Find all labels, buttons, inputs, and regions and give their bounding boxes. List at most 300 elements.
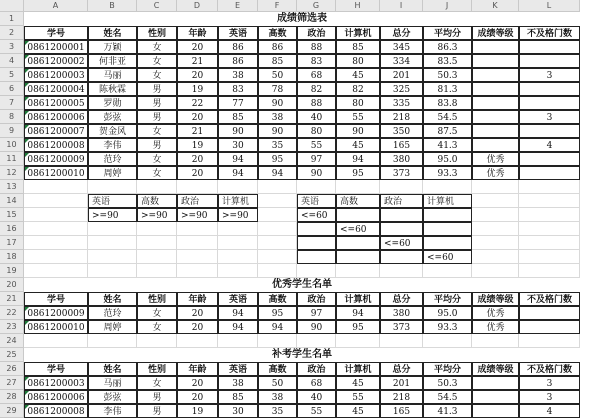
excellent-row-cell[interactable]: 94 <box>258 320 297 334</box>
student-row-cell[interactable]: 350 <box>380 124 423 138</box>
grid-cell[interactable] <box>336 180 380 194</box>
makeup-row-cell[interactable]: 3 <box>519 376 580 390</box>
grid-cell[interactable] <box>218 222 258 236</box>
student-row-cell[interactable]: 83 <box>218 82 258 96</box>
column-header-A[interactable]: A <box>24 0 88 12</box>
student-row-cell[interactable]: 3 <box>519 110 580 124</box>
excellent-row-cell[interactable]: 373 <box>380 320 423 334</box>
grid-cell[interactable] <box>336 334 380 348</box>
student-row-cell[interactable]: 20 <box>177 68 218 82</box>
grid-cell[interactable] <box>137 222 177 236</box>
student-row-cell[interactable]: 0861200003 <box>24 68 88 82</box>
student-row-cell[interactable]: 40 <box>297 110 336 124</box>
student-row-cell[interactable]: 90 <box>336 124 380 138</box>
student-row-cell[interactable]: 97 <box>297 152 336 166</box>
criteria-or-value[interactable]: <=60 <box>380 236 423 250</box>
header-row-cell[interactable]: 平均分 <box>423 26 472 40</box>
row-header-2[interactable]: 2 <box>0 26 24 40</box>
student-row-cell[interactable]: 22 <box>177 96 218 110</box>
makeup-row-cell[interactable]: 50 <box>258 376 297 390</box>
column-header-L[interactable]: L <box>519 0 580 12</box>
student-row-cell[interactable]: 325 <box>380 82 423 96</box>
grid-cell[interactable] <box>137 264 177 278</box>
row-header-25[interactable]: 25 <box>0 348 24 362</box>
grid-cell[interactable] <box>88 236 137 250</box>
makeup-row-cell[interactable]: 41.3 <box>423 404 472 418</box>
grid-cell[interactable] <box>258 222 297 236</box>
header-row-cell[interactable]: 性别 <box>137 362 177 376</box>
student-row-cell[interactable]: 95.0 <box>423 152 472 166</box>
header-row-cell[interactable]: 成绩等级 <box>472 292 519 306</box>
student-row-cell[interactable]: 334 <box>380 54 423 68</box>
row-header-27[interactable]: 27 <box>0 376 24 390</box>
criteria-and-value[interactable]: >=90 <box>137 208 177 222</box>
student-row-cell[interactable]: 50 <box>258 68 297 82</box>
makeup-row-cell[interactable]: 45 <box>336 376 380 390</box>
header-row-cell[interactable]: 学号 <box>24 362 88 376</box>
student-row-cell[interactable]: 女 <box>137 40 177 54</box>
student-row-cell[interactable]: 男 <box>137 138 177 152</box>
student-row-cell[interactable]: 4 <box>519 138 580 152</box>
student-row-cell[interactable] <box>519 82 580 96</box>
student-row-cell[interactable]: 19 <box>177 138 218 152</box>
grid-cell[interactable] <box>519 222 580 236</box>
criteria-or-header[interactable]: 计算机 <box>423 194 472 208</box>
grid-cell[interactable] <box>218 236 258 250</box>
makeup-row-cell[interactable]: 165 <box>380 404 423 418</box>
row-header-17[interactable]: 17 <box>0 236 24 250</box>
excellent-row-cell[interactable]: 20 <box>177 320 218 334</box>
student-row-cell[interactable]: 0861200001 <box>24 40 88 54</box>
excellent-row-cell[interactable]: 95 <box>258 306 297 320</box>
criteria-or-value[interactable]: <=60 <box>423 250 472 264</box>
row-header-8[interactable]: 8 <box>0 110 24 124</box>
student-row-cell[interactable]: 85 <box>336 40 380 54</box>
criteria-and-header[interactable]: 高数 <box>137 194 177 208</box>
row-header-19[interactable]: 19 <box>0 264 24 278</box>
student-row-cell[interactable]: 86.3 <box>423 40 472 54</box>
row-header-16[interactable]: 16 <box>0 222 24 236</box>
row-header-21[interactable]: 21 <box>0 292 24 306</box>
excellent-row-cell[interactable]: 优秀 <box>472 306 519 320</box>
student-row-cell[interactable]: 彭弦 <box>88 110 137 124</box>
header-row-cell[interactable]: 年龄 <box>177 26 218 40</box>
student-row-cell[interactable]: 87.5 <box>423 124 472 138</box>
makeup-row-cell[interactable]: 85 <box>218 390 258 404</box>
header-row-cell[interactable]: 高数 <box>258 26 297 40</box>
grid-cell[interactable] <box>519 194 580 208</box>
student-row-cell[interactable]: 优秀 <box>472 152 519 166</box>
grid-cell[interactable] <box>297 334 336 348</box>
header-row-cell[interactable]: 姓名 <box>88 26 137 40</box>
excellent-row-cell[interactable]: 0861200010 <box>24 320 88 334</box>
criteria-and-value[interactable]: >=90 <box>177 208 218 222</box>
student-row-cell[interactable]: 54.5 <box>423 110 472 124</box>
student-row-cell[interactable]: 93.3 <box>423 166 472 180</box>
makeup-row-cell[interactable]: 54.5 <box>423 390 472 404</box>
student-row-cell[interactable]: 贺金风 <box>88 124 137 138</box>
makeup-row-cell[interactable]: 19 <box>177 404 218 418</box>
student-row-cell[interactable]: 95 <box>258 152 297 166</box>
grid-cell[interactable] <box>88 334 137 348</box>
student-row-cell[interactable]: 男 <box>137 110 177 124</box>
grid-cell[interactable] <box>472 264 519 278</box>
excellent-row-cell[interactable]: 97 <box>297 306 336 320</box>
grid-cell[interactable] <box>336 264 380 278</box>
row-header-9[interactable]: 9 <box>0 124 24 138</box>
student-row-cell[interactable]: 20 <box>177 40 218 54</box>
grid-cell[interactable] <box>24 180 88 194</box>
column-header-G[interactable]: G <box>297 0 336 12</box>
grid-cell[interactable] <box>177 180 218 194</box>
criteria-and-value[interactable]: >=90 <box>218 208 258 222</box>
grid-cell[interactable] <box>258 334 297 348</box>
student-row-cell[interactable]: 82 <box>297 82 336 96</box>
makeup-row-cell[interactable]: 218 <box>380 390 423 404</box>
grid-cell[interactable] <box>472 250 519 264</box>
excellent-row-cell[interactable]: 女 <box>137 320 177 334</box>
header-row-cell[interactable]: 姓名 <box>88 292 137 306</box>
column-header-C[interactable]: C <box>137 0 177 12</box>
criteria-or-value[interactable] <box>423 208 472 222</box>
header-row-cell[interactable]: 政治 <box>297 26 336 40</box>
grid-cell[interactable] <box>423 264 472 278</box>
student-row-cell[interactable]: 38 <box>218 68 258 82</box>
header-row-cell[interactable]: 总分 <box>380 292 423 306</box>
student-row-cell[interactable]: 罗勋 <box>88 96 137 110</box>
excellent-row-cell[interactable]: 93.3 <box>423 320 472 334</box>
student-row-cell[interactable]: 90 <box>297 166 336 180</box>
makeup-row-cell[interactable]: 35 <box>258 404 297 418</box>
student-row-cell[interactable]: 20 <box>177 110 218 124</box>
grid-cell[interactable] <box>177 236 218 250</box>
criteria-or-value[interactable] <box>297 250 336 264</box>
grid-cell[interactable] <box>177 264 218 278</box>
excellent-row-cell[interactable]: 95.0 <box>423 306 472 320</box>
grid-cell[interactable] <box>258 250 297 264</box>
student-row-cell[interactable] <box>519 96 580 110</box>
grid-cell[interactable] <box>258 180 297 194</box>
student-row-cell[interactable]: 女 <box>137 124 177 138</box>
grid-cell[interactable] <box>258 194 297 208</box>
student-row-cell[interactable]: 94 <box>218 152 258 166</box>
header-row-cell[interactable]: 性别 <box>137 292 177 306</box>
student-row-cell[interactable]: 86 <box>218 54 258 68</box>
student-row-cell[interactable]: 男 <box>137 82 177 96</box>
student-row-cell[interactable] <box>519 152 580 166</box>
row-header-18[interactable]: 18 <box>0 250 24 264</box>
grid-cell[interactable] <box>380 180 423 194</box>
column-header-J[interactable]: J <box>423 0 472 12</box>
student-row-cell[interactable]: 21 <box>177 124 218 138</box>
header-row-cell[interactable]: 性别 <box>137 26 177 40</box>
grid-cell[interactable] <box>380 334 423 348</box>
header-row-cell[interactable]: 英语 <box>218 26 258 40</box>
row-header-12[interactable]: 12 <box>0 166 24 180</box>
grid-cell[interactable] <box>137 250 177 264</box>
student-row-cell[interactable]: 81.3 <box>423 82 472 96</box>
criteria-or-header[interactable]: 政治 <box>380 194 423 208</box>
select-all-corner[interactable] <box>0 0 24 12</box>
grid-cell[interactable] <box>472 194 519 208</box>
header-row-cell[interactable]: 政治 <box>297 362 336 376</box>
column-header-I[interactable]: I <box>380 0 423 12</box>
student-row-cell[interactable]: 0861200002 <box>24 54 88 68</box>
student-row-cell[interactable]: 95 <box>336 166 380 180</box>
header-row-cell[interactable]: 不及格门数 <box>519 26 580 40</box>
row-header-5[interactable]: 5 <box>0 68 24 82</box>
header-row-cell[interactable]: 平均分 <box>423 292 472 306</box>
makeup-row-cell[interactable]: 彭弦 <box>88 390 137 404</box>
makeup-row-cell[interactable]: 38 <box>218 376 258 390</box>
student-row-cell[interactable]: 82 <box>336 82 380 96</box>
student-row-cell[interactable]: 陈秋霖 <box>88 82 137 96</box>
student-row-cell[interactable]: 68 <box>297 68 336 82</box>
makeup-row-cell[interactable]: 20 <box>177 390 218 404</box>
grid-cell[interactable] <box>177 250 218 264</box>
student-row-cell[interactable]: 19 <box>177 82 218 96</box>
student-row-cell[interactable] <box>472 110 519 124</box>
student-row-cell[interactable]: 范玲 <box>88 152 137 166</box>
student-row-cell[interactable] <box>472 68 519 82</box>
header-row-cell[interactable]: 英语 <box>218 292 258 306</box>
grid-cell[interactable] <box>218 334 258 348</box>
column-header-D[interactable]: D <box>177 0 218 12</box>
student-row-cell[interactable]: 何非亚 <box>88 54 137 68</box>
student-row-cell[interactable]: 41.3 <box>423 138 472 152</box>
header-row-cell[interactable]: 年龄 <box>177 292 218 306</box>
student-row-cell[interactable]: 55 <box>297 138 336 152</box>
column-header-H[interactable]: H <box>336 0 380 12</box>
student-row-cell[interactable]: 女 <box>137 166 177 180</box>
student-row-cell[interactable]: 0861200009 <box>24 152 88 166</box>
grid-cell[interactable] <box>519 180 580 194</box>
student-row-cell[interactable]: 万颖 <box>88 40 137 54</box>
student-row-cell[interactable]: 38 <box>258 110 297 124</box>
student-row-cell[interactable]: 21 <box>177 54 218 68</box>
makeup-row-cell[interactable]: 55 <box>297 404 336 418</box>
grid-cell[interactable] <box>177 222 218 236</box>
criteria-and-header[interactable]: 政治 <box>177 194 218 208</box>
excellent-row-cell[interactable]: 20 <box>177 306 218 320</box>
grid-cell[interactable] <box>423 334 472 348</box>
makeup-row-cell[interactable]: 3 <box>519 390 580 404</box>
grid-cell[interactable] <box>519 250 580 264</box>
criteria-or-value[interactable] <box>336 208 380 222</box>
student-row-cell[interactable]: 85 <box>258 54 297 68</box>
student-row-cell[interactable]: 李伟 <box>88 138 137 152</box>
row-header-13[interactable]: 13 <box>0 180 24 194</box>
student-row-cell[interactable] <box>472 82 519 96</box>
makeup-row-cell[interactable]: 30 <box>218 404 258 418</box>
student-row-cell[interactable]: 373 <box>380 166 423 180</box>
student-row-cell[interactable]: 335 <box>380 96 423 110</box>
criteria-or-value[interactable] <box>423 236 472 250</box>
header-row-cell[interactable]: 年龄 <box>177 362 218 376</box>
student-row-cell[interactable]: 20 <box>177 166 218 180</box>
student-row-cell[interactable]: 马丽 <box>88 68 137 82</box>
grid-cell[interactable] <box>297 180 336 194</box>
excellent-row-cell[interactable] <box>519 320 580 334</box>
grid-cell[interactable] <box>218 180 258 194</box>
student-row-cell[interactable]: 345 <box>380 40 423 54</box>
excellent-row-cell[interactable]: 周婷 <box>88 320 137 334</box>
row-header-24[interactable]: 24 <box>0 334 24 348</box>
column-header-E[interactable]: E <box>218 0 258 12</box>
header-row-cell[interactable]: 计算机 <box>336 292 380 306</box>
student-row-cell[interactable]: 80 <box>336 96 380 110</box>
criteria-and-header[interactable]: 英语 <box>88 194 137 208</box>
header-row-cell[interactable]: 计算机 <box>336 26 380 40</box>
grid-cell[interactable] <box>519 236 580 250</box>
student-row-cell[interactable]: 80 <box>297 124 336 138</box>
excellent-row-cell[interactable]: 0861200009 <box>24 306 88 320</box>
student-row-cell[interactable]: 女 <box>137 68 177 82</box>
student-row-cell[interactable]: 0861200007 <box>24 124 88 138</box>
grid-cell[interactable] <box>24 194 88 208</box>
header-row-cell[interactable]: 政治 <box>297 292 336 306</box>
row-header-4[interactable]: 4 <box>0 54 24 68</box>
grid-cell[interactable] <box>218 250 258 264</box>
student-row-cell[interactable]: 20 <box>177 152 218 166</box>
grid-cell[interactable] <box>258 208 297 222</box>
grid-cell[interactable] <box>24 264 88 278</box>
criteria-or-value[interactable] <box>423 222 472 236</box>
excellent-row-cell[interactable]: 95 <box>336 320 380 334</box>
student-row-cell[interactable] <box>519 166 580 180</box>
row-header-22[interactable]: 22 <box>0 306 24 320</box>
row-header-23[interactable]: 23 <box>0 320 24 334</box>
makeup-row-cell[interactable]: 0861200003 <box>24 376 88 390</box>
student-row-cell[interactable]: 周婷 <box>88 166 137 180</box>
grid-cell[interactable] <box>137 334 177 348</box>
grid-cell[interactable] <box>380 264 423 278</box>
makeup-row-cell[interactable]: 4 <box>519 404 580 418</box>
grid-cell[interactable] <box>258 264 297 278</box>
makeup-row-cell[interactable]: 55 <box>336 390 380 404</box>
grid-cell[interactable] <box>472 222 519 236</box>
excellent-row-cell[interactable]: 94 <box>218 320 258 334</box>
header-row-cell[interactable]: 高数 <box>258 292 297 306</box>
student-row-cell[interactable] <box>519 40 580 54</box>
criteria-or-value[interactable] <box>380 250 423 264</box>
grid-cell[interactable] <box>258 236 297 250</box>
student-row-cell[interactable]: 88 <box>297 40 336 54</box>
student-row-cell[interactable]: 83 <box>297 54 336 68</box>
student-row-cell[interactable]: 0861200005 <box>24 96 88 110</box>
makeup-row-cell[interactable]: 0861200006 <box>24 390 88 404</box>
grid-cell[interactable] <box>519 208 580 222</box>
column-header-F[interactable]: F <box>258 0 297 12</box>
student-row-cell[interactable]: 77 <box>218 96 258 110</box>
makeup-row-cell[interactable] <box>472 404 519 418</box>
criteria-and-value[interactable]: >=90 <box>88 208 137 222</box>
header-row-cell[interactable]: 不及格门数 <box>519 292 580 306</box>
student-row-cell[interactable]: 201 <box>380 68 423 82</box>
criteria-or-value[interactable] <box>380 222 423 236</box>
grid-cell[interactable] <box>24 222 88 236</box>
row-header-15[interactable]: 15 <box>0 208 24 222</box>
grid-cell[interactable] <box>472 208 519 222</box>
header-row-cell[interactable]: 高数 <box>258 362 297 376</box>
criteria-or-header[interactable]: 高数 <box>336 194 380 208</box>
makeup-row-cell[interactable] <box>472 376 519 390</box>
row-header-20[interactable]: 20 <box>0 278 24 292</box>
student-row-cell[interactable]: 90 <box>258 96 297 110</box>
excellent-row-cell[interactable]: 380 <box>380 306 423 320</box>
student-row-cell[interactable]: 男 <box>137 96 177 110</box>
makeup-row-cell[interactable]: 68 <box>297 376 336 390</box>
student-row-cell[interactable] <box>472 124 519 138</box>
student-row-cell[interactable] <box>519 124 580 138</box>
criteria-or-value[interactable] <box>380 208 423 222</box>
header-row-cell[interactable]: 成绩等级 <box>472 26 519 40</box>
excellent-row-cell[interactable]: 94 <box>336 306 380 320</box>
criteria-or-value[interactable] <box>297 236 336 250</box>
criteria-or-value[interactable]: <=60 <box>297 208 336 222</box>
header-row-cell[interactable]: 学号 <box>24 26 88 40</box>
grid-cell[interactable] <box>218 264 258 278</box>
student-row-cell[interactable]: 94 <box>218 166 258 180</box>
student-row-cell[interactable]: 3 <box>519 68 580 82</box>
student-row-cell[interactable]: 30 <box>218 138 258 152</box>
student-row-cell[interactable]: 0861200004 <box>24 82 88 96</box>
grid-cell[interactable] <box>88 264 137 278</box>
row-header-29[interactable]: 29 <box>0 404 24 418</box>
row-header-10[interactable]: 10 <box>0 138 24 152</box>
student-row-cell[interactable]: 88 <box>297 96 336 110</box>
student-row-cell[interactable]: 86 <box>218 40 258 54</box>
grid-cell[interactable] <box>472 180 519 194</box>
student-row-cell[interactable]: 90 <box>218 124 258 138</box>
student-row-cell[interactable]: 218 <box>380 110 423 124</box>
student-row-cell[interactable]: 女 <box>137 54 177 68</box>
makeup-row-cell[interactable]: 0861200008 <box>24 404 88 418</box>
row-header-26[interactable]: 26 <box>0 362 24 376</box>
column-header-B[interactable]: B <box>88 0 137 12</box>
header-row-cell[interactable]: 英语 <box>218 362 258 376</box>
excellent-row-cell[interactable]: 女 <box>137 306 177 320</box>
student-row-cell[interactable]: 86 <box>258 40 297 54</box>
grid-cell[interactable] <box>137 236 177 250</box>
criteria-or-value[interactable]: <=60 <box>336 222 380 236</box>
makeup-row-cell[interactable] <box>472 390 519 404</box>
excellent-row-cell[interactable]: 范玲 <box>88 306 137 320</box>
grid-cell[interactable] <box>177 334 218 348</box>
row-header-3[interactable]: 3 <box>0 40 24 54</box>
student-row-cell[interactable]: 50.3 <box>423 68 472 82</box>
column-header-K[interactable]: K <box>472 0 519 12</box>
grid-cell[interactable] <box>24 236 88 250</box>
student-row-cell[interactable]: 85 <box>218 110 258 124</box>
row-header-7[interactable]: 7 <box>0 96 24 110</box>
makeup-row-cell[interactable]: 50.3 <box>423 376 472 390</box>
makeup-row-cell[interactable]: 男 <box>137 390 177 404</box>
student-row-cell[interactable]: 380 <box>380 152 423 166</box>
student-row-cell[interactable] <box>472 40 519 54</box>
grid-cell[interactable] <box>24 250 88 264</box>
makeup-row-cell[interactable]: 38 <box>258 390 297 404</box>
excellent-row-cell[interactable]: 94 <box>218 306 258 320</box>
makeup-row-cell[interactable]: 45 <box>336 404 380 418</box>
student-row-cell[interactable]: 94 <box>336 152 380 166</box>
student-row-cell[interactable] <box>472 96 519 110</box>
grid-cell[interactable] <box>24 334 88 348</box>
makeup-row-cell[interactable]: 女 <box>137 376 177 390</box>
row-header-1[interactable]: 1 <box>0 12 24 26</box>
grid-cell[interactable] <box>297 264 336 278</box>
criteria-and-header[interactable]: 计算机 <box>218 194 258 208</box>
